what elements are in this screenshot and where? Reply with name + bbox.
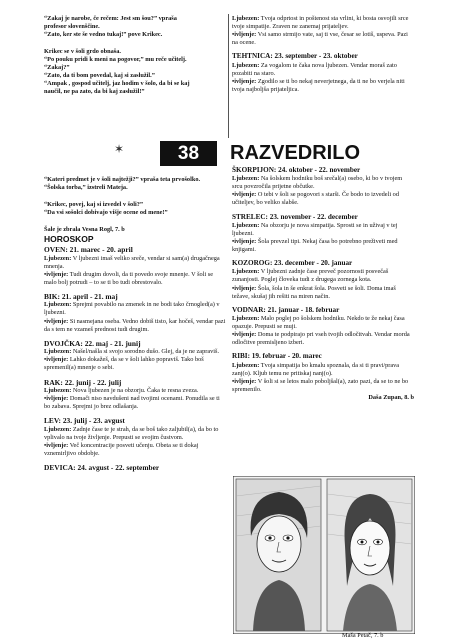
horoscope-para: •ivljenje: Si nasmejana oseba. Vedno dobiš tisto, kar hočeš, vendar pazi da s tem ne vzameš prednost tudi drugim. [44,317,226,333]
horoscope-para: •ivljenje: Več koncentracije posveti učenju. Obeta se ti dokaj vznemirljivo obdobje. [44,441,199,457]
horoscope-para: Ljubezen: Za vogalom te čaka nova ljubezen. Vendar moraš zato pozabiti na staro. [232,61,397,77]
horoscope-sign [44,378,226,412]
sign-heading: OVEN: 21. marec - 20. april [44,245,133,255]
horoscope-para: Ljubezen: Malo poglej po šolskem hodniku. Nekdo te že nekaj časa opazuje. Prepusti se muji. [232,315,405,331]
horoscope-sign [44,245,226,287]
joke-line: “Šolska torba,” izstreli Mateja. [44,184,128,192]
joke-2 [44,48,226,96]
sign-heading: KOZOROG: 23. december - 20. januar [232,259,353,268]
horoscope-credit: Daša Zupan, 8. b [368,393,414,401]
horoscope-para: Ljubezen: Na obzorju je nova simpatija. Sprosti se in uživaj v tej ljubezni. [232,221,398,237]
sign-heading: DEVICA: 24. avgust - 22. september [44,463,160,473]
joke-line: profesor slovenščine. [44,23,100,31]
sign-heading: BIK: 21. april - 21. maj [44,291,118,301]
joke-line: naučil, ne pa zato, da bi kaj zaslužil!” [44,88,145,96]
sign-heading: RIBI: 19. februar - 20. marec [232,352,322,361]
sign-heading: LEV: 23. julij - 23. avgust [44,416,125,426]
sign-heading: VODNAR: 21. januar - 18. februar [232,305,340,314]
horoscope-sign [232,352,414,393]
sign-heading: ŠKORPIJON: 24. oktober - 22. november [232,166,361,174]
horoscope-para: •ivljenje: Tudi drugim dovoli, da ti povedo svoje mnenje. V šoli se malo bolj potrudi – to se ti bo tudi obrestovalo. [44,270,214,286]
horoscope-sign [44,292,226,334]
sign-heading: RAK: 22. junij - 22. julij [44,377,122,387]
horoscope-para: •ivljenje: Lahko dokažeš, da se v šoli lahko popraviš. Tako boš spremenil(a) mnenje o sebi. [44,356,204,372]
joke-line: Krikec se v šoli grdo obnaša. [44,48,121,56]
horoscope-para: Ljubezen: Zadnje čase te je strah, da se boš tako zaljubil(a), da bo to vplivalo na tvoje življenje. Prepusti se svojim čustvom. [44,425,219,441]
sign-heading: TEHTNICA: 23. september - 23. oktober [232,52,358,61]
drawing-credit: Maša Petač, 7. b [342,632,384,639]
horoscope-sign [232,213,414,254]
horoscope-para: Ljubezen: Tvoja odprtost in poštenost sta vrlini, ki bosta osvojili srce tvoje simpatije. Zraven ne zanemaj prijateljev. [232,15,409,31]
joke-line: “Zakaj?” [44,64,70,72]
column-divider [228,14,229,138]
ornament-icon: ✶ [114,142,125,156]
horoscope-sign [232,259,414,300]
horoscope-para: •ivljenje: O tebi v šoli se pogovori s starši. Če bodo to izvedeli od učiteljev, bo veliko slabše. [232,191,399,207]
horoscope-para: Ljubezen: Nova ljubezen je na obzorju. Čaka te resna zveza. [44,387,199,395]
jokes-credit: Šale je zbrala Vesna Rogl, 7. b [44,226,125,234]
joke-line: “Po pouku pridi k meni na pogovor,” mu reče učitelj. [44,56,187,64]
horoscope-para: •ivljenje: Domači niso navdušeni nad tvojimi ocenami. Ponudila se ti bo zabava. Sprejmi jo brez odlašanja. [44,395,220,411]
horoscope-sign [232,306,414,347]
horoscope-para: Ljubezen: Sprejmi povabilo na zmenek in ne bodi tako črnogled(a) v ljubezni. [44,301,220,317]
horoscope-continued [232,15,414,94]
sign-heading: STRELEC: 23. november - 22. december [232,212,358,221]
horoscope-sign [44,463,226,472]
section-title: RAZVEDRILO [230,142,360,164]
joke-line: “Zato, da ti bom povedal, kaj si zaslužil.” [44,72,155,80]
jokes-top [44,15,226,96]
horoscope-para: •ivljenje: Vsi samo strmijo vate, saj ti vse, česar se lotiš, uspeva. Pazi na ocene. [232,31,408,47]
joke-line: “Zakaj je narobe, če rečem: Jest sm šou?” vpraša [44,15,177,22]
horoscope-para: Ljubezen: Tvoja simpatija bo kmalu spoznala, da si ti pravi/prava zanj(o). Kljub temu ne pritiskaj nanj(o). [232,361,400,377]
joke-1 [44,15,226,39]
horoscope-para: Ljubezen: V ljubezni imaš veliko sreče, vendar si sam(a) drugačnega mnenja. [44,254,220,270]
joke-line: “Krikec, povej, kaj si izvedel v šoli?” [44,201,143,209]
page-number: 38 [160,141,217,166]
horoscope-para: •ivljenje: Doma te podpirajo pri vseh tvojih odločitvah. Vendar morda odločitve premisljeno izberi. [232,331,410,347]
sign-heading: DVOJČKA: 22. maj - 21. junij [44,338,141,348]
horoscope-para: Ljubezen: V ljubezni zadnje čase preveč pozornosti posvečaš zunanjosti. Poglej človeka tudi z drugega zornega kota. [232,268,389,284]
left-lower [44,176,226,473]
joke-line: “Zato, ker ste še vedno tukaj!” pove Krikec. [44,31,163,39]
horoscope-sign [44,339,226,373]
student-drawing [233,476,415,634]
horoscope-para: Ljubezen: Na šolskem hodniku boš srečal(a) osebo, ki bo v tvojem srcu povzročila prijetne občutke. [232,175,403,191]
joke-line: “Kateri predmet je v šoli najtežji?” vpraša teta prvošolko. [44,176,201,183]
section-band [160,141,415,166]
horoscope-para: •ivljenje: Zgodilo se ti bo nekaj neverjetnega, da ti ne bo verjela niti tvoja najboljša prijateljica. [232,77,405,93]
right-lower [232,166,414,402]
horoscope-para: •ivljenje: V šoli si se letos malo poboljšal(a), zato pazi, da se to ne bo spremenilo. [232,377,409,393]
horoscope-para: •ivljenje: Šola, šola in še enkrat šola. Posveti se šoli. Doma imaš težave, skušaj jih rešiti na miren način. [232,284,396,300]
horoscope-para: Ljubezen: Našel/našla si svojo sorodno dušo. Glej, da je ne zapraviš. [44,348,220,356]
horoscope-title: HOROSKOP [44,234,94,245]
horoscope-sign [232,166,414,207]
joke-line: “Da vsi sošolci dobivajo višje ocene od mene!” [44,209,168,217]
joke-line: “Ampak , gospod učitelj, jaz hodim v šolo, da bi se kaj [44,80,190,88]
horoscope-para: •ivljenje: Šola prevzel tipi. Nekaj časa bo potrebno preživeti med knjigami. [232,237,398,253]
horoscope-sign [44,416,226,458]
